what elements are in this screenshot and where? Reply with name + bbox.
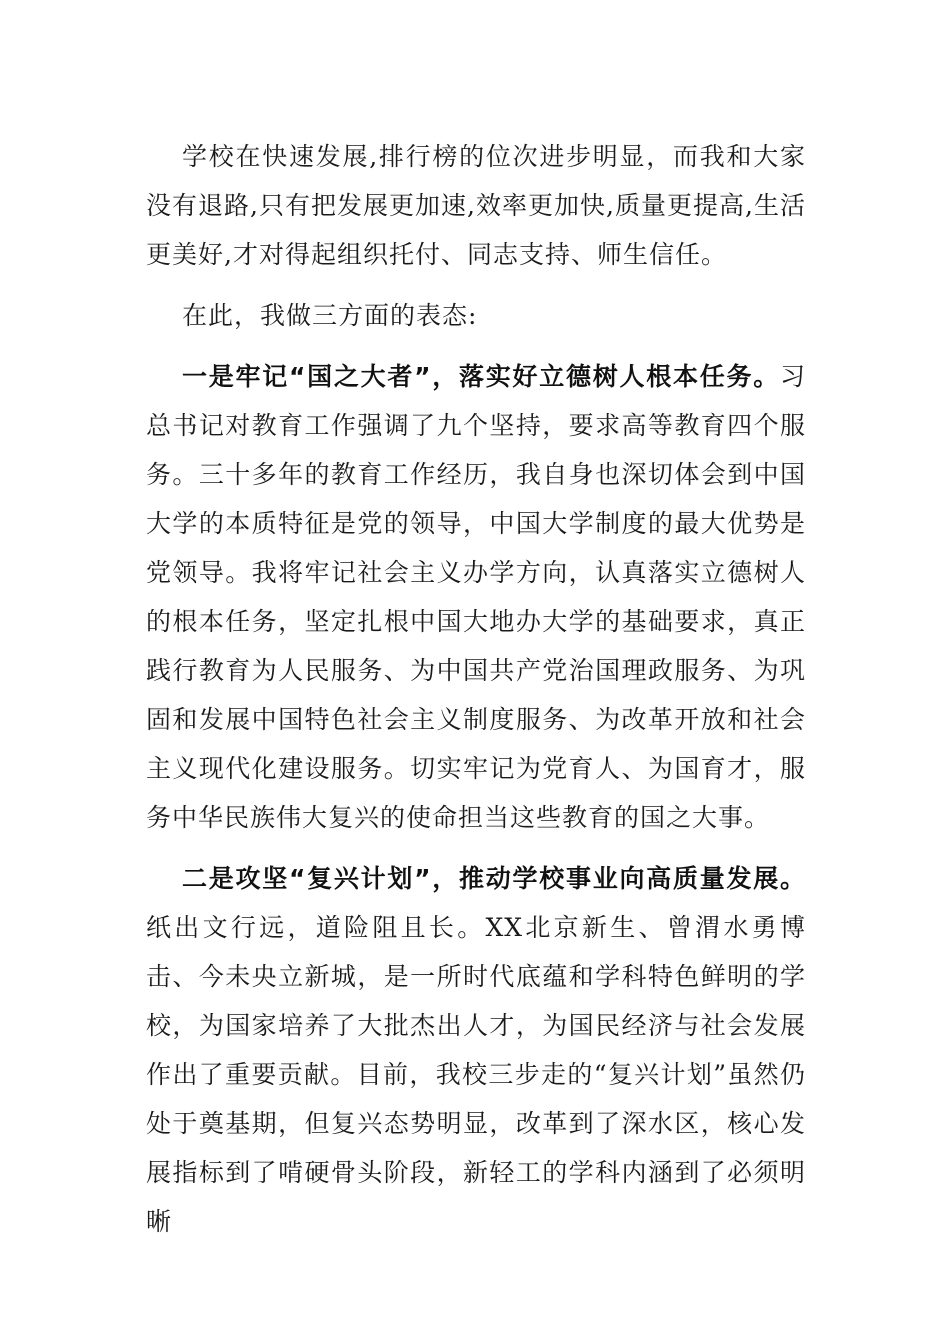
paragraph-2 — [146, 291, 806, 340]
paragraph-3-text: 习总书记对教育工作强调了九个坚持，要求高等教育四个服务。三十多年的教育工作经历，我自身也深切体会到中国大学的本质特征是党的领导，中国大学制度的最大优势是党领导。我将牢记社会主义办学方向，认真落实立德树人的根本任务，坚定扎根中国大地办大学的基础要求，真正践行教育为人民服务、为中国共产党治国理政服务、为巩固和发展中国特色社会主义制度服务、为改革开放和社会主义现代化建设服务。切实牢记为党育人、为国育才，服务中华民族伟大复兴的使命担当这些教育的国之大事。 — [146, 362, 806, 832]
paragraph-4-lead: 二是攻坚“复兴计划”，推动学校事业向高质量发展。 — [182, 864, 806, 893]
paragraph-1 — [146, 132, 806, 279]
paragraph-3-lead: 一是牢记“国之大者”，落实好立德树人根本任务。 — [182, 362, 780, 391]
paragraph-3 — [146, 352, 806, 842]
paragraph-1-text: 学校在快速发展,排行榜的位次进步明显，而我和大家没有退路,只有把发展更加速,效率更加快,质量更提高,生活更美好,才对得起组织托付、同志支持、师生信任。 — [146, 142, 806, 269]
paragraph-2-text: 在此，我做三方面的表态: — [182, 301, 478, 330]
paragraph-4 — [146, 854, 806, 1246]
paragraph-4-text: 纸出文行远，道险阻且长。XX北京新生、曾渭水勇博击、今未央立新城，是一所时代底蕴和学科特色鲜明的学校，为国家培养了大批杰出人才，为国民经济与社会发展作出了重要贡献。目前，我校三步走的“复兴计划”虽然仍处于奠基期，但复兴态势明显，改革到了深水区，核心发展指标到了啃硬骨头阶段，新轻工的学科内涵到了必须明晰 — [146, 913, 806, 1236]
document-body — [146, 132, 806, 1246]
